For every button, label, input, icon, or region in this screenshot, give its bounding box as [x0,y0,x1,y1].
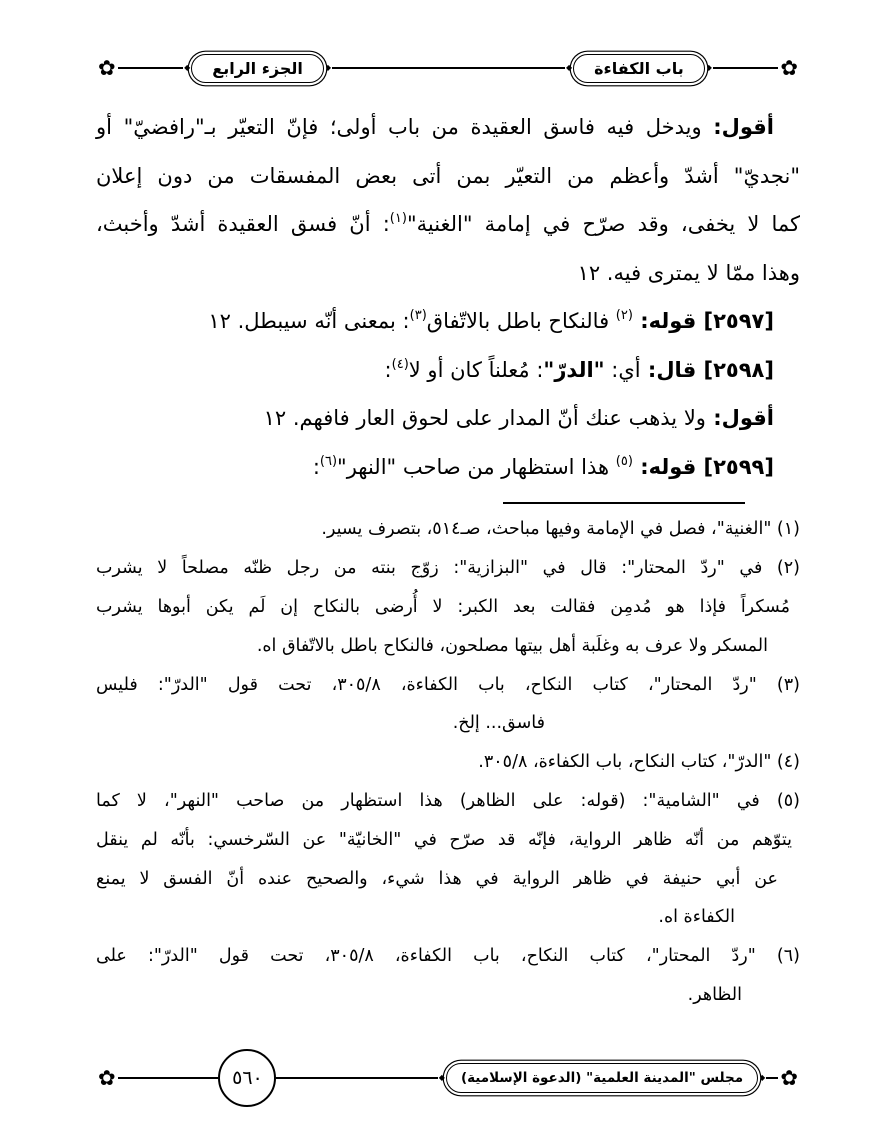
flower-ornament-icon: ✿ [780,1065,798,1090]
footer-rule [766,1077,778,1079]
footnote-line: (٦) "ردّ المحتار"، كتاب النكاح، باب الكفاءة، ٣٠٥/٨، تحت قول "الدرّ": على [96,946,800,967]
footnote-line: مُسكراً فإذا هو مُدمِن فقالت بعد الكبر: لا أُرضى بالنكاح إن لَم يكن أبوها يشرب [96,596,790,617]
body-line: [٢٥٩٨] قال: أي: "الدرّ": مُعلناً كان أو لا$^{(٤)}$: [384,356,774,382]
body-line: أقول: ولا يذهب عنك أنّ المدار على لحوق العار فافهم. ١٢ [263,406,774,430]
footnote-marker: (٢) [615,308,633,323]
footnote-line: (٣) "ردّ المحتار"، كتاب النكاح، باب الكفاءة، ٣٠٥/٨، تحت قول "الدرّ": فليس [96,674,800,695]
footnote-line: (٥) في "الشامية": (قوله: على الظاهر) هذا استظهار من صاحب "النهر"، لا كما [96,790,800,811]
body-line: كما لا يخفى، وقد صرّح في إمامة "الغنية"$^{(١)}$: أنّ فسق العقيدة أشدّ وأخبث، [96,211,800,236]
page-footer [96,1056,800,1100]
part-title: الجزء الرابع [212,58,303,78]
flower-ornament-icon: ✿ [780,55,798,80]
publisher-seal [446,1063,758,1093]
page-header [96,46,800,90]
diamond-bead-icon: ◆ [438,1073,445,1082]
body-line: "نجديّ" أشدّ وأعظم من التعيّر بمن أتى بعض المفسقات من دون إعلان [96,163,800,188]
footnote-marker: (٥) [615,453,633,469]
page-number: ٥٦٠ [232,1067,263,1089]
flower-ornament-icon: ✿ [97,55,116,80]
flower-ornament-icon: ✿ [98,1065,116,1090]
header-rule [118,67,184,69]
body-line: [٢٥٩٩] قوله: $^{(٥)}$ هذا استظهار من صاحب "النهر"$^{(٦)}$: [312,453,774,479]
footnote-line: الظاهر. [687,984,742,1005]
footnote-line: (٢) في "ردّ المحتار": قال في "البزازية": زوّج بنته من رجل ظنّه مصلحاً لا يشرب [96,558,800,579]
footnote-separator [503,502,745,504]
footnote-line: (١) "الغنية"، فصل في الإمامة وفيها مباحث، صـ٥١٤، بتصرف يسير. [321,519,800,540]
footnotes [96,510,800,1014]
diamond-bead-icon: ◆ [184,63,191,72]
footer-rule [276,1077,437,1079]
header-rule [713,67,779,69]
footnote-line: عن أبي حنيفة في ظاهر الرواية في هذا شيء، والصحيح عنده أنّ الفسق لا يمنع [96,868,778,889]
footnote-marker: (١) [389,211,407,226]
footnote-marker: (٣) [409,308,427,323]
footnote-line: يتوّهم من أنّه ظاهر الرواية، فإنّه قد صرّح في "الخانيّة" عن السّرخسي: بأنّه لم ينقل [96,829,792,850]
diamond-bead-icon: ◆ [324,63,332,72]
part-title-cartouche [191,54,324,83]
body-line: وهذا ممّا لا يمترى فيه. ١٢ [577,260,800,285]
footnote-line: (٤) "الدرّ"، كتاب النكاح، باب الكفاءة، ٣٠٥/٨. [478,752,800,773]
body-line: أقول: ويدخل فيه فاسق العقيدة من باب أولى؛ فإنّ التعيّر بـ"رافضيّ" أو [96,115,774,139]
diamond-bead-icon: ◆ [565,63,573,72]
diamond-bead-icon: ◆ [759,1073,766,1082]
footer-rule [118,1077,219,1079]
diamond-bead-icon: ◆ [705,63,712,72]
chapter-title: باب الكفاءة [594,58,684,78]
footnote-marker: (٦) [319,453,338,469]
footnote-line: المسكر ولا عرف به وغلَبة أهل بيتها مصلحون، فالنكاح باطل بالاتّفاق اه. [256,635,768,656]
body-line: [٢٥٩٧] قوله: $^{(٢)}$ فالنكاح باطل بالاتّفاق$^{(٣)}$: بمعنى أنّه سيبطل. ١٢ [208,308,774,333]
footnote-line: فاسق... إلخ. [452,713,545,734]
footnote-marker: (٤) [391,356,409,372]
footnote-line: الكفاءة اه. [658,907,735,928]
main-text [96,103,800,491]
page-number-badge [218,1049,276,1107]
chapter-title-cartouche [573,54,705,83]
header-rule [332,67,565,69]
publisher-name: مجلس "المدينة العلمية" (الدعوة الإسلامية) [460,1070,744,1086]
